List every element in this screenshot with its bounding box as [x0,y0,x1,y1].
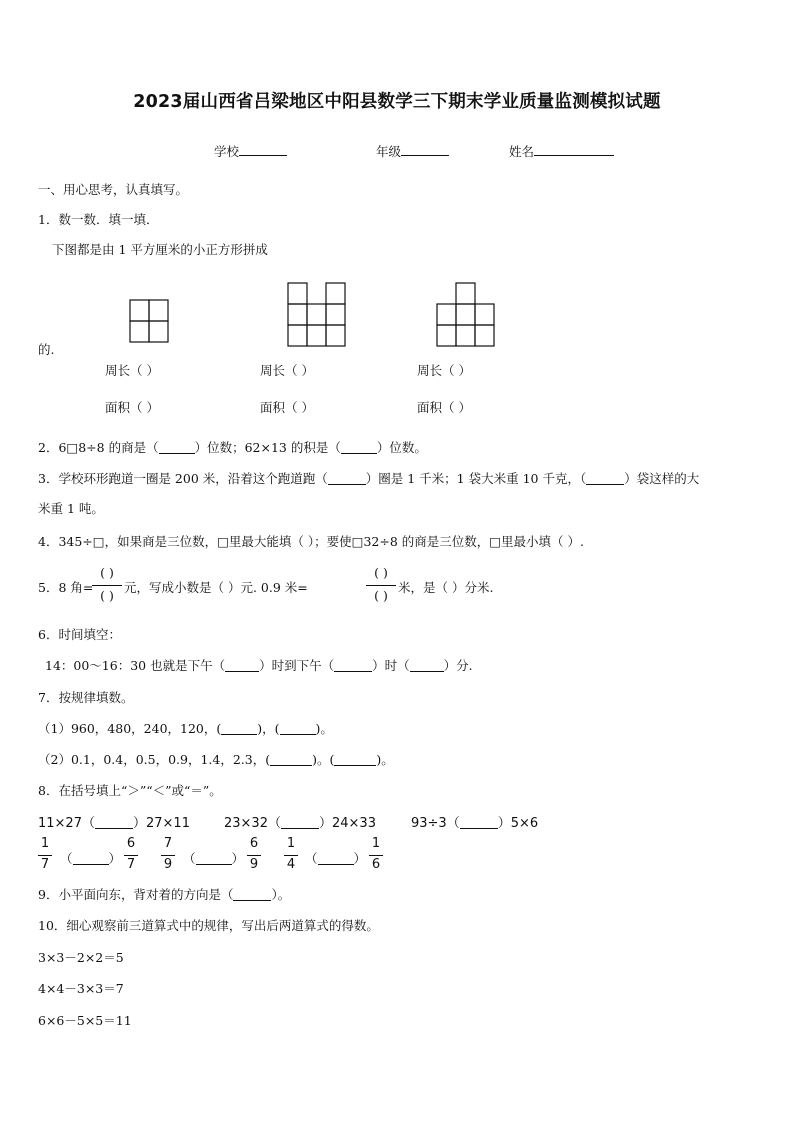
q9-text-b: ）。 [271,887,291,902]
q2-text-b: ）位数；62×13 的积是（ [194,440,341,455]
q7-l2-text-c: )。 [376,752,394,767]
q6-blank-2[interactable] [334,659,372,672]
q5-fraction-1-num[interactable]: ( ) [100,565,114,580]
fraction-denominator: 9 [249,857,259,872]
q8-compare-2 [224,812,376,831]
name-field[interactable] [509,142,614,160]
q2-text-c: ）位数。 [376,440,427,455]
q8-c3-right: ）5×6 [497,816,539,831]
q8-c3-left: 93÷3（ [411,816,460,831]
q6-heading: 6．时间填空： [38,627,121,642]
left-paren: （ [305,851,318,866]
q5-text-b: 元，写成小数是（ ）元. 0.9 米= [124,580,308,595]
fraction-1-6 [369,836,383,876]
q8-blank-4[interactable] [73,852,109,865]
area-blank-1[interactable]: 面积（ ） [105,400,159,415]
q8-blank-3[interactable] [460,816,498,829]
fraction-bar [38,855,52,856]
fraction-denominator: 4 [286,857,296,872]
q7-blank-2[interactable] [280,722,316,735]
q6-text-a: 14：00～16：30 也就是下午（ [45,658,226,673]
q8-heading: 8．在括号填上“＞”“＜”或“＝”。 [38,783,222,798]
fraction-denominator: 9 [163,857,173,872]
section-heading: 一、用心思考，认真填写。 [38,182,189,197]
q6-line [45,656,473,674]
q8-frac-compare-1 [60,849,121,867]
fraction-numerator: 1 [286,836,296,851]
q2-text-a: 2．6□8÷8 的商是（ [38,440,159,455]
page-title: 2023届山西省吕梁地区中阳县数学三下期末学业质量监测模拟试题 [133,92,661,112]
q7-heading: 7．按规律填数。 [38,690,134,705]
name-label: 姓名 [509,144,535,159]
q7-l1-text-a: （1）960，480，240，120，( [38,721,222,736]
q8-blank-6[interactable] [318,852,354,865]
right-paren: ） [108,851,122,866]
q6-blank-3[interactable] [410,659,444,672]
fraction-bar [161,855,175,856]
fraction-numerator: 1 [40,836,50,851]
square-figure-3 [436,282,496,348]
q8-blank-1[interactable] [95,816,133,829]
fraction-denominator: 7 [40,857,50,872]
q2-blank-1[interactable] [159,441,195,454]
fraction-numerator: 6 [126,836,136,851]
fraction-bar [92,585,122,586]
q9 [38,885,290,903]
school-blank[interactable] [239,143,287,156]
q5-fraction-2[interactable] [366,565,396,607]
q8-blank-2[interactable] [281,816,319,829]
q4: 4．345÷□，如果商是三位数，□里最大能填（ ）；要使□32÷8 的商是三位数，□里最小填（ ）. [38,534,585,549]
q8-compare-1 [38,812,190,831]
q8-frac-compare-3 [305,849,366,867]
q8-c1-left: 11×27（ [38,816,95,831]
fraction-bar [284,855,298,856]
school-field[interactable] [214,142,287,160]
q3-text-a: 3．学校环形跑道一圈是 200 米，沿着这个跑道跑（ [38,471,328,486]
q8-compare-3 [411,812,538,831]
grade-label: 年级 [376,144,402,159]
name-blank[interactable] [534,143,614,156]
q8-blank-5[interactable] [196,852,232,865]
q7-l2-text-a: （2）0.1，0.4，0.5，0.9，1.4，2.3，( [38,752,271,767]
q6-blank-1[interactable] [225,659,259,672]
school-label: 学校 [214,144,240,159]
q6-text-b: ）时到下午（ [259,658,335,673]
fraction-7-9 [161,836,175,876]
area-blank-2[interactable]: 面积（ ） [260,400,314,415]
fraction-bar [369,855,383,856]
q5-fraction-2-den[interactable]: ( ) [374,588,388,603]
fraction-bar [124,855,138,856]
fraction-bar [247,855,261,856]
q6-text-d: ）分. [443,658,473,673]
fraction-denominator: 6 [371,857,381,872]
q10-equation-2: 4×4－3×3＝7 [38,981,124,996]
fraction-numerator: 6 [249,836,259,851]
perimeter-blank-3[interactable]: 周长（ ） [417,363,471,378]
q6-text-c: ）时（ [372,658,410,673]
fraction-1-7 [38,836,52,876]
left-paren: （ [183,851,196,866]
q5-fraction-1-den[interactable]: ( ) [100,588,114,603]
q5-text-c: 米，是（ ）分米. [398,580,494,595]
fraction-1-4 [284,836,298,876]
fraction-numerator: 7 [163,836,173,851]
q2-blank-2[interactable] [341,441,377,454]
fraction-bar [366,585,396,586]
perimeter-blank-2[interactable]: 周长（ ） [260,363,314,378]
q3-line-1 [38,469,699,487]
q3-blank-2[interactable] [586,472,624,485]
grade-field[interactable] [376,142,449,160]
q8-frac-compare-2 [183,849,244,867]
q8-c1-right: ）27×11 [132,816,190,831]
q8-c2-right: ）24×33 [318,816,376,831]
q7-line-2 [38,750,394,768]
q3-blank-1[interactable] [328,472,366,485]
q10-equation-1: 3×3－2×2＝5 [38,950,124,965]
q7-l1-text-c: )。 [315,721,333,736]
square-figure-1 [129,299,171,345]
q7-l2-text-b: )。( [312,752,335,767]
q7-blank-4[interactable] [334,753,376,766]
q7-blank-1[interactable] [221,722,257,735]
q7-blank-3[interactable] [270,753,312,766]
q9-blank[interactable] [233,888,271,901]
grade-blank[interactable] [401,143,449,156]
q3-text-b: ）圈是 1 千米；1 袋大米重 10 千克，（ [365,471,587,486]
q8-c2-left: 23×32（ [224,816,281,831]
q10-equation-3: 6×6－5×5＝11 [38,1013,132,1028]
q10-heading: 10．细心观察前三道算式中的规律，写出后两道算式的得数。 [38,918,379,933]
q7-l1-text-b: )，( [257,721,280,736]
q1-de: 的. [38,342,55,357]
q3-text-c: ）袋这样的大 [624,471,700,486]
right-paren: ） [353,851,367,866]
q5-fraction-2-num[interactable]: ( ) [374,565,388,580]
fraction-6-7 [124,836,138,876]
q3-line-2: 米重 1 吨。 [38,501,104,516]
fraction-denominator: 7 [126,857,136,872]
square-figure-2 [287,282,347,348]
q7-line-1 [38,719,333,737]
q2 [38,438,427,456]
fraction-numerator: 1 [371,836,381,851]
area-blank-3[interactable]: 面积（ ） [417,400,471,415]
fraction-6-9 [247,836,261,876]
perimeter-blank-1[interactable]: 周长（ ） [105,363,159,378]
q9-text-a: 9．小平面向东，背对着的方向是（ [38,887,234,902]
q5-fraction-1[interactable] [92,565,122,607]
left-paren: （ [60,851,73,866]
q5-text-a: 5．8 角= [38,580,94,595]
right-paren: ） [231,851,245,866]
q1-description: 下图都是由 1 平方厘米的小正方形拼成 [52,242,268,257]
q1-heading: 1．数一数．填一填． [38,212,159,227]
